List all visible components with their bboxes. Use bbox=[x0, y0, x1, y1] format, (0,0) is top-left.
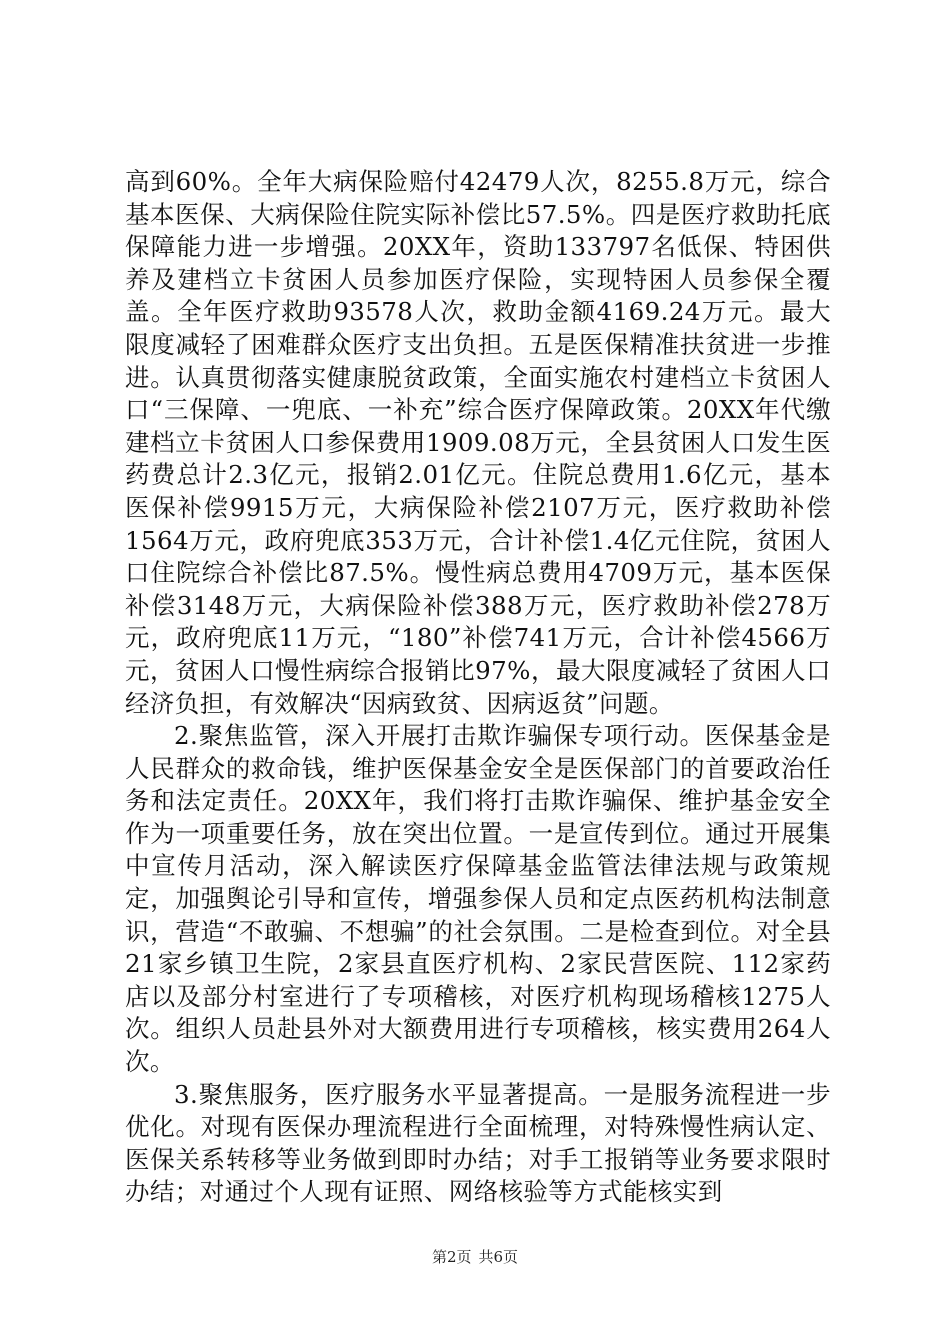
paragraph-continuation: 高到60%。全年大病保险赔付42479人次，8255.8万元，综合基本医保、大病保险住院实际补偿比57.5%。四是医疗救助托底保障能力进一步增强。20XX年，资助133797名低保、特困供养及建档立卡贫困人员参加医疗保险，实现特困人员参保全覆盖。全年医疗救助93578人次，救助金额4169.24万元。最大限度减轻了困难群众医疗支出负担。五是医保精准扶贫进一步推进。认真贯彻落实健康脱贫政策，全面实施农村建档立卡贫困人口“三保障、一兜底、一补充”综合医疗保障政策。20XX年代缴建档立卡贫困人口参保费用1909.08万元，全县贫困人口发生医药费总计2.3亿元，报销2.01亿元。住院总费用1.6亿元，基本医保补偿9915万元，大病保险补偿2107万元，医疗救助补偿1564万元，政府兜底353万元，合计补偿1.4亿元住院，贫困人口住院综合补偿比87.5%。慢性病总费用4709万元，基本医保补偿3148万元，大病保险补偿388万元，医疗救助补偿278万元，政府兜底11万元，“180”补偿741万元，合计补偿4566万元，贫困人口慢性病综合报销比97%，最大限度减轻了贫困人口经济负担，有效解决“因病致贫、因病返贫”问题。 bbox=[125, 167, 831, 718]
paragraph-supervision: 2.聚焦监管，深入开展打击欺诈骗保专项行动。医保基金是人民群众的救命钱，维护医保基金安全是医保部门的首要政治任务和法定责任。20XX年，我们将打击欺诈骗保、维护基金安全作为一项重要任务，放在突出位置。一是宣传到位。通过开展集中宣传月活动，深入解读医疗保障基金监管法律法规与政策规定，加强舆论引导和宣传，增强参保人员和定点医药机构法制意识，营造“不敢骗、不想骗”的社会氛围。二是检查到位。对全县21家乡镇卫生院，2家县直医疗机构、2家民营医院、112家药店以及部分村室进行了专项稽核，对医疗机构现场稽核1275人次。组织人员赴县外对大额费用进行专项稽核，核实费用264人次。 bbox=[125, 721, 831, 1077]
page-total: 共6页 bbox=[478, 1248, 519, 1266]
document-body bbox=[125, 166, 831, 1209]
paragraph-service: 3.聚焦服务，医疗服务水平显著提高。一是服务流程进一步优化。对现有医保办理流程进行全面梳理，对特殊慢性病认定、医保关系转移等业务做到即时办结；对手工报销等业务要求限时办结；对通过个人现有证照、网络核验等方式能核实到 bbox=[125, 1079, 831, 1207]
page-footer bbox=[0, 1247, 950, 1267]
page-number: 第2页 bbox=[431, 1248, 472, 1266]
